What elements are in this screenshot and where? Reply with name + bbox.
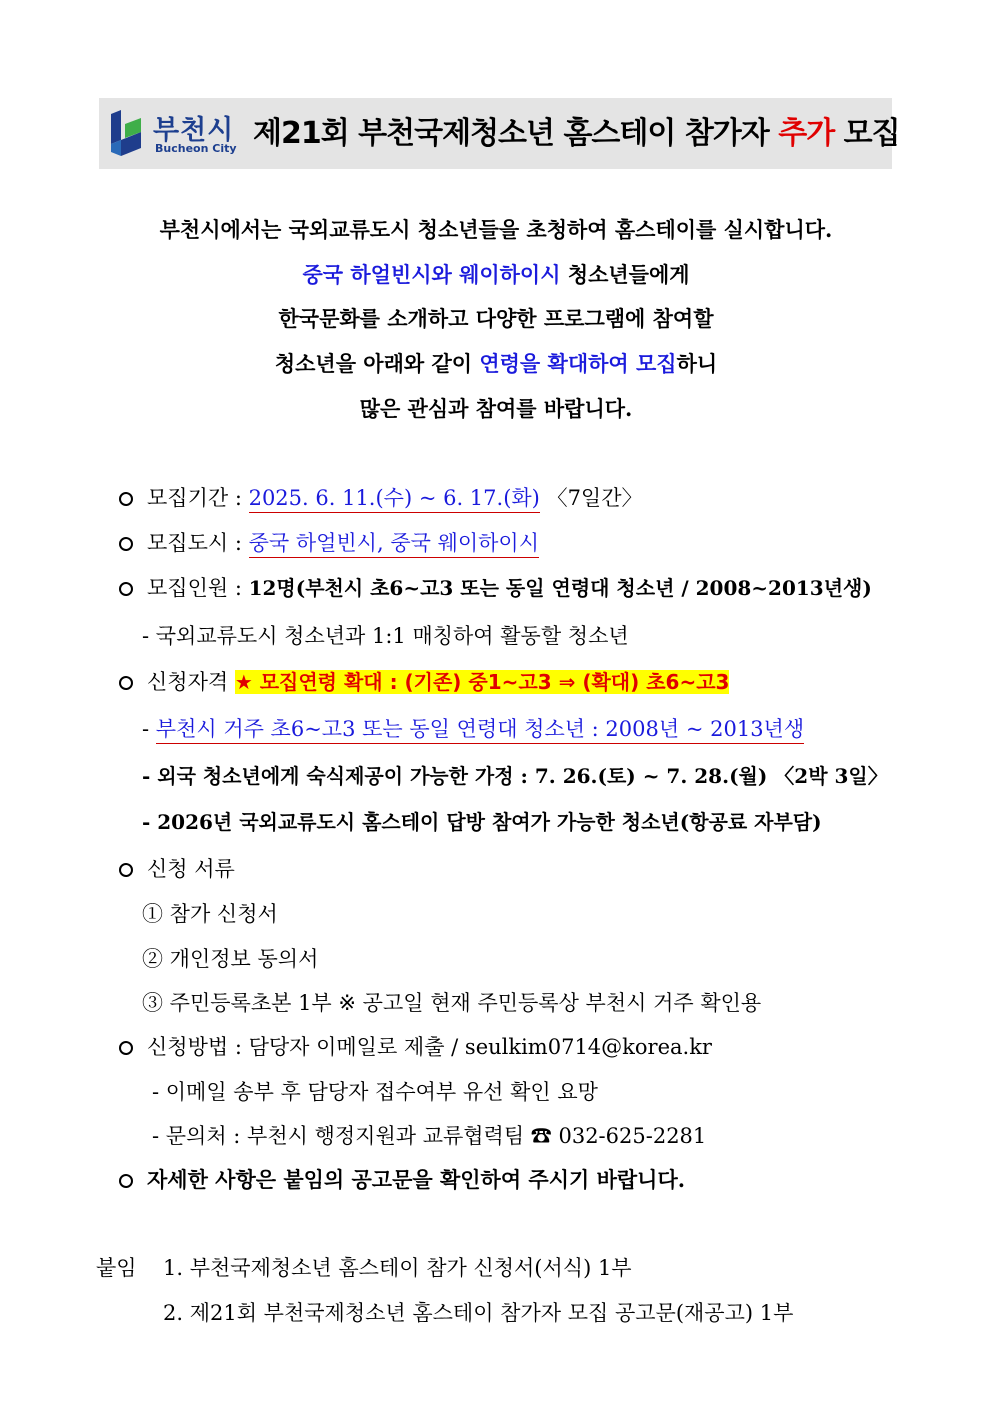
bullet-icon [119, 863, 133, 877]
document-2: ② 개인정보 동의서 [142, 947, 319, 971]
intro-line-3: 한국문화를 소개하고 다양한 프로그램에 참여할 [278, 306, 714, 331]
method-sub-1: - 이메일 송부 후 담당자 접수여부 유선 확인 요망 [152, 1080, 598, 1104]
method-item: 신청방법 : 담당자 이메일로 제출 / seulkim0714@korea.kr [119, 1031, 712, 1061]
bullet-icon [119, 492, 133, 506]
qualification-item: 신청자격 ★ 모집연령 확대 : (기존) 중1~고3 ⇒ (확대) 초6~고3 [119, 666, 729, 696]
intro-line-4: 청소년을 아래와 같이 연령을 확대하여 모집하니 [274, 351, 718, 376]
title-highlight: 추가 [778, 116, 835, 151]
bucheon-logo [107, 106, 237, 160]
people-sub: - 국외교류도시 청소년과 1:1 매칭하여 활동할 청소년 [142, 624, 629, 648]
people-item: 모집인원 : 12명(부천시 초6~고3 또는 동일 연령대 청소년 / 2008~2013년생) [119, 572, 872, 602]
intro-line-2: 중국 하얼빈시와 웨이하이시 청소년들에게 [302, 262, 690, 287]
bullet-icon [119, 676, 133, 690]
cities-value: 중국 하얼빈시, 중국 웨이하이시 [249, 531, 539, 558]
intro-line-1: 부천시에서는 국외교류도시 청소년들을 초청하여 홈스테이를 실시합니다. [159, 217, 833, 242]
period-item: 모집기간 : 2025. 6. 11.(수) ~ 6. 17.(화) 〈7일간〉 [119, 482, 643, 512]
intro-line-5: 많은 관심과 참여를 바랍니다. [359, 396, 633, 421]
attachment-2: 2. 제21회 부천국제청소년 홈스테이 참가자 모집 공고문(재공고) 1부 [163, 1301, 794, 1325]
bucheon-emblem-icon [107, 110, 145, 156]
bullet-icon [119, 1041, 133, 1055]
qualification-sub-2: - 외국 청소년에게 숙식제공이 가능한 가정 : 7. 26.(토) ~ 7. 28.(월) 〈2박 3일〉 [142, 764, 888, 788]
attachment-1: 1. 부천국제청소년 홈스테이 참가 신청서(서식) 1부 [163, 1256, 632, 1280]
period-value: 2025. 6. 11.(수) ~ 6. 17.(화) [249, 486, 540, 513]
cities-item: 모집도시 : 중국 하얼빈시, 중국 웨이하이시 [119, 527, 539, 557]
bullet-icon [119, 537, 133, 551]
qualification-sub-1: - 부천시 거주 초6~고3 또는 동일 연령대 청소년 : 2008년 ~ 2013년생 [142, 713, 804, 743]
document-3: ③ 주민등록초본 1부 ※ 공고일 현재 주민등록상 부천시 거주 확인용 [142, 991, 762, 1015]
method-sub-2: - 문의처 : 부천시 행정지원과 교류협력팀 ☎ 032-625-2281 [152, 1124, 707, 1148]
header-banner [99, 98, 900, 169]
bullet-icon [119, 582, 133, 596]
documents-item: 신청 서류 [119, 853, 235, 883]
logo-korean-text: 부천시 [153, 115, 235, 146]
details-item: 자세한 사항은 붙임의 공고문을 확인하여 주시기 바랍니다. [119, 1164, 685, 1194]
bullet-icon [119, 1174, 133, 1188]
document-1: ① 참가 신청서 [142, 902, 278, 926]
attachments-label: 붙임 [96, 1256, 137, 1280]
age-expansion-highlight: ★ 모집연령 확대 : (기존) 중1~고3 ⇒ (확대) 초6~고3 [234, 670, 730, 694]
qualification-sub-3: - 2026년 국외교류도시 홈스테이 답방 참여가 가능한 청소년(항공료 자부담) [142, 810, 822, 834]
logo-english-text: Bucheon City [155, 142, 237, 155]
page-title: 제21회 부천국제청소년 홈스테이 참가자 추가 모집 [253, 116, 900, 151]
